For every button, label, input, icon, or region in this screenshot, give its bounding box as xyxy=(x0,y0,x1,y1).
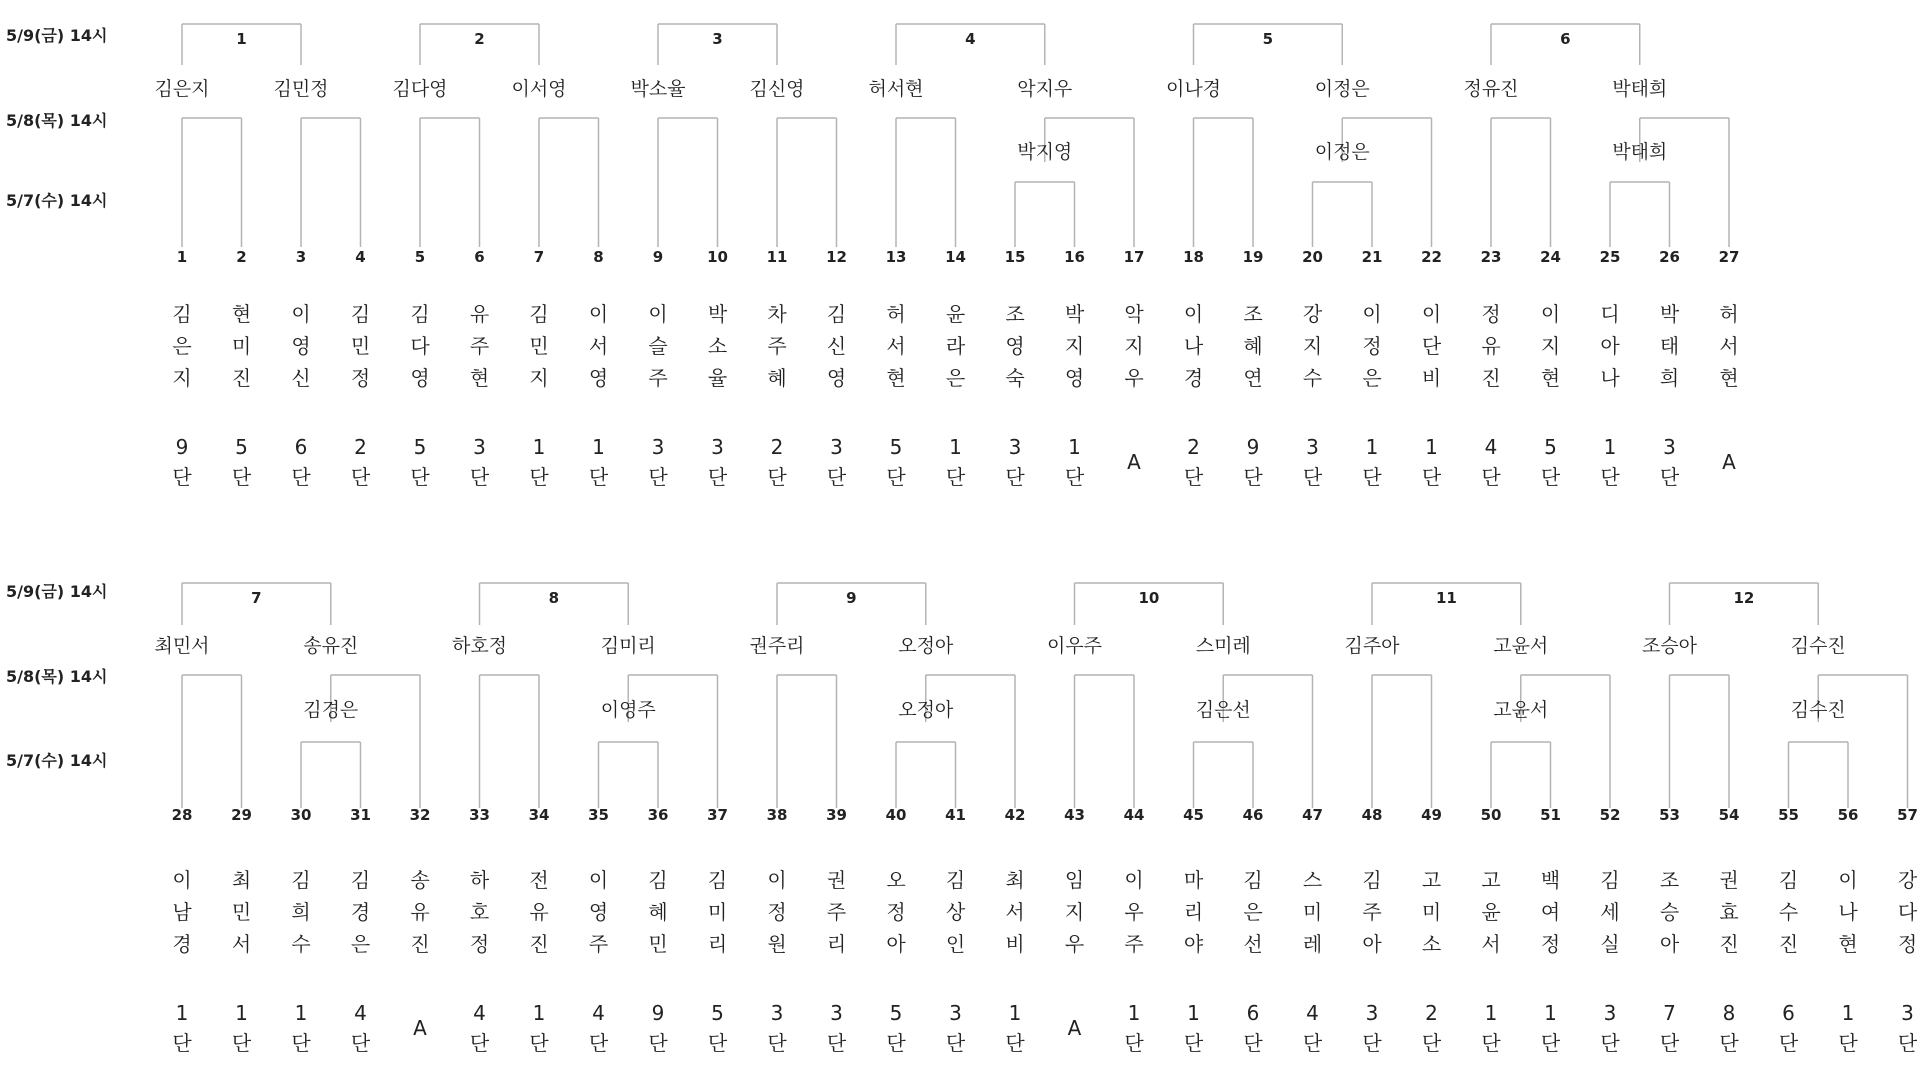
player-rank: 1 단 xyxy=(1362,435,1382,489)
player-rank: 1 단 xyxy=(1124,1001,1144,1055)
player-name: 임 지 우 xyxy=(1064,868,1085,956)
player-name: 김 주 아 xyxy=(1362,868,1382,956)
player-name: 이 우 주 xyxy=(1124,868,1144,956)
player-name: 전 유 진 xyxy=(529,868,549,956)
slot-number: 6 xyxy=(474,248,485,266)
player-rank: 3 단 xyxy=(707,435,728,489)
slot-number: 12 xyxy=(826,248,847,266)
slot-number: 35 xyxy=(588,806,609,824)
slot-number: 55 xyxy=(1778,806,1799,824)
player-name: 이 영 신 xyxy=(291,302,311,390)
qualifier-winner: 이영주 xyxy=(600,699,656,721)
match-left-player: 하호정 xyxy=(451,635,508,657)
match-number: 8 xyxy=(548,589,560,607)
slot-number: 17 xyxy=(1123,248,1145,266)
player-name: 윤 라 은 xyxy=(945,302,966,390)
qualifier-winner: 김수진 xyxy=(1790,699,1846,721)
slot-number: 52 xyxy=(1599,806,1621,824)
player-rank: A xyxy=(413,1016,427,1040)
match-left-player: 이나경 xyxy=(1165,78,1222,100)
player-rank: 4 단 xyxy=(350,1001,371,1055)
player-name: 김 다 영 xyxy=(410,302,430,390)
slot-number: 16 xyxy=(1064,248,1085,266)
player-rank: 5 단 xyxy=(410,435,430,489)
player-name: 백 여 정 xyxy=(1540,868,1561,956)
player-name: 박 지 영 xyxy=(1064,302,1085,390)
player-rank: 2 단 xyxy=(350,435,371,489)
player-rank: 5 단 xyxy=(231,435,252,489)
player-rank: 1 단 xyxy=(172,1001,192,1055)
slot-number: 31 xyxy=(350,806,371,824)
match-right-player: 김신영 xyxy=(749,78,805,100)
player-name: 김 경 은 xyxy=(350,868,371,956)
match-right-player: 이서영 xyxy=(511,78,567,100)
schedule-label: 5/9(금) 14시 xyxy=(6,582,108,601)
player-rank: 1 단 xyxy=(231,1001,252,1055)
player-rank: 1 단 xyxy=(1064,435,1085,489)
slot-number: 41 xyxy=(945,806,966,824)
match-right-player: 김수진 xyxy=(1790,635,1846,657)
player-rank: 3 단 xyxy=(1600,1001,1620,1055)
player-name: 조 영 숙 xyxy=(1005,302,1025,390)
slot-number: 40 xyxy=(885,806,907,824)
player-name: 최 서 비 xyxy=(1005,868,1025,956)
match-number: 11 xyxy=(1435,589,1457,607)
match-number: 10 xyxy=(1138,589,1160,607)
player-name: 김 수 진 xyxy=(1778,868,1799,956)
player-rank: 5 단 xyxy=(886,1001,906,1055)
player-rank: 3 단 xyxy=(826,1001,847,1055)
slot-number: 10 xyxy=(707,248,728,266)
player-name: 오 정 아 xyxy=(886,868,906,956)
match-right-player: 송유진 xyxy=(303,635,359,657)
player-name: 박 소 율 xyxy=(707,302,728,390)
match-right-player: 이정은 xyxy=(1314,78,1370,100)
player-name: 이 나 경 xyxy=(1183,302,1204,390)
player-rank: 2 단 xyxy=(1421,1001,1442,1055)
slot-number: 15 xyxy=(1004,248,1026,266)
slot-number: 20 xyxy=(1302,248,1323,266)
player-name: 이 지 현 xyxy=(1540,302,1561,390)
player-rank: 1 단 xyxy=(291,1001,311,1055)
slot-number: 23 xyxy=(1480,248,1502,266)
match-left-player: 조승아 xyxy=(1641,635,1698,657)
qualifier-winner: 이정은 xyxy=(1314,141,1370,163)
player-name: 이 남 경 xyxy=(172,868,192,956)
player-rank: 3 단 xyxy=(1005,435,1025,489)
slot-number: 38 xyxy=(766,806,788,824)
slot-number: 5 xyxy=(414,248,426,266)
slot-number: 34 xyxy=(528,806,550,824)
slot-number: 32 xyxy=(409,806,431,824)
player-name: 김 민 지 xyxy=(529,302,549,390)
slot-number: 45 xyxy=(1183,806,1204,824)
player-rank: 4 단 xyxy=(469,1001,490,1055)
slot-number: 14 xyxy=(945,248,966,266)
player-rank: 4 단 xyxy=(588,1001,609,1055)
match-left-player: 김주아 xyxy=(1344,635,1400,657)
player-name: 조 승 아 xyxy=(1659,868,1680,956)
slot-number: 7 xyxy=(533,248,545,266)
player-name: 고 윤 서 xyxy=(1481,868,1501,956)
player-name: 허 서 현 xyxy=(1719,302,1739,390)
match-number: 2 xyxy=(474,30,485,48)
slot-number: 39 xyxy=(826,806,847,824)
match-left-player: 박소율 xyxy=(630,78,686,100)
player-rank: 5 단 xyxy=(886,435,906,489)
player-rank: 1 단 xyxy=(529,1001,549,1055)
slot-number: 22 xyxy=(1421,248,1442,266)
slot-number: 26 xyxy=(1659,248,1680,266)
player-name: 이 슬 주 xyxy=(648,302,668,390)
player-rank: 2 단 xyxy=(767,435,787,489)
player-rank: 8 단 xyxy=(1719,1001,1739,1055)
player-rank: 1 단 xyxy=(1183,1001,1204,1055)
match-left-player: 김다영 xyxy=(392,78,448,100)
slot-number: 27 xyxy=(1718,248,1740,266)
player-name: 이 영 주 xyxy=(588,868,609,956)
player-rank: 1 단 xyxy=(1540,1001,1561,1055)
match-number: 5 xyxy=(1262,30,1274,48)
player-rank: A xyxy=(1722,450,1736,474)
slot-number: 30 xyxy=(290,806,312,824)
player-name: 김 세 실 xyxy=(1600,868,1620,956)
match-left-player: 김은지 xyxy=(154,78,210,100)
player-name: 김 민 정 xyxy=(350,302,371,390)
slot-number: 13 xyxy=(885,248,907,266)
player-name: 최 민 서 xyxy=(231,868,252,956)
slot-number: 56 xyxy=(1837,806,1859,824)
match-left-player: 정유진 xyxy=(1463,78,1519,100)
player-rank: 3 단 xyxy=(767,1001,787,1055)
slot-number: 36 xyxy=(647,806,669,824)
match-left-player: 최민서 xyxy=(154,635,210,657)
slot-number: 49 xyxy=(1421,806,1442,824)
player-name: 정 유 진 xyxy=(1481,302,1501,390)
match-right-player: 김미리 xyxy=(600,635,656,657)
player-rank: 9 단 xyxy=(172,435,192,489)
slot-number: 25 xyxy=(1599,248,1621,266)
player-rank: 9 단 xyxy=(648,1001,668,1055)
slot-number: 28 xyxy=(171,806,193,824)
player-rank: A xyxy=(1067,1016,1082,1040)
player-rank: 4 단 xyxy=(1302,1001,1323,1055)
slot-number: 21 xyxy=(1361,248,1383,266)
player-name: 김 희 수 xyxy=(291,868,311,956)
slot-number: 54 xyxy=(1718,806,1740,824)
player-rank: 1 단 xyxy=(945,435,966,489)
slot-number: 19 xyxy=(1242,248,1264,266)
match-right-player: 박태희 xyxy=(1612,78,1668,100)
player-name: 유 주 현 xyxy=(469,302,490,390)
slot-number: 57 xyxy=(1897,806,1918,824)
match-right-player: 스미레 xyxy=(1195,635,1251,657)
player-name: 현 미 진 xyxy=(231,302,252,390)
qualifier-winner: 박태희 xyxy=(1612,141,1668,163)
player-name: 김 미 리 xyxy=(707,868,728,956)
slot-number: 44 xyxy=(1123,806,1145,824)
player-name: 조 혜 연 xyxy=(1243,302,1263,390)
slot-number: 50 xyxy=(1480,806,1502,824)
qualifier-winner: 오정아 xyxy=(898,699,954,721)
player-name: 디 아 나 xyxy=(1600,302,1620,390)
player-name: 권 주 리 xyxy=(826,868,847,956)
player-name: 이 서 영 xyxy=(588,302,609,390)
slot-number: 9 xyxy=(652,248,664,266)
match-right-player: 오정아 xyxy=(898,635,954,657)
slot-number: 11 xyxy=(766,248,788,266)
player-name: 허 서 현 xyxy=(886,302,906,390)
slot-number: 18 xyxy=(1183,248,1204,266)
match-number: 6 xyxy=(1560,30,1571,48)
slot-number: 8 xyxy=(593,248,604,266)
player-name: 고 미 소 xyxy=(1421,868,1442,956)
player-name: 하 호 정 xyxy=(469,868,490,956)
match-number: 3 xyxy=(712,30,723,48)
player-name: 박 태 희 xyxy=(1659,302,1680,390)
player-name: 김 혜 민 xyxy=(648,868,668,956)
slot-number: 51 xyxy=(1540,806,1561,824)
player-rank: 6 단 xyxy=(1243,1001,1263,1055)
player-rank: 6 단 xyxy=(291,435,311,489)
schedule-label: 5/8(목) 14시 xyxy=(6,111,108,130)
match-left-player: 권주리 xyxy=(749,635,805,657)
player-rank: 3 단 xyxy=(1659,435,1680,489)
player-name: 이 정 은 xyxy=(1362,302,1382,390)
player-rank: 1 단 xyxy=(588,435,609,489)
player-rank: 3 단 xyxy=(469,435,490,489)
qualifier-winner: 고윤서 xyxy=(1493,699,1549,721)
slot-number: 2 xyxy=(236,248,247,266)
player-name: 스 미 레 xyxy=(1302,868,1323,956)
match-right-player: 악지우 xyxy=(1017,78,1073,100)
match-number: 7 xyxy=(251,589,262,607)
player-rank: 3 단 xyxy=(1302,435,1323,489)
slot-number: 33 xyxy=(469,806,490,824)
player-rank: 5 단 xyxy=(707,1001,728,1055)
slot-number: 29 xyxy=(231,806,252,824)
player-rank: 6 단 xyxy=(1778,1001,1799,1055)
player-rank: 3 단 xyxy=(1362,1001,1382,1055)
player-rank: 2 단 xyxy=(1183,435,1204,489)
player-rank: 3 단 xyxy=(826,435,847,489)
slot-number: 42 xyxy=(1004,806,1026,824)
schedule-label: 5/9(금) 14시 xyxy=(6,26,108,45)
slot-number: 4 xyxy=(355,248,366,266)
player-name: 이 정 원 xyxy=(767,868,787,956)
player-rank: 1 단 xyxy=(1421,435,1442,489)
player-rank: 7 단 xyxy=(1659,1001,1680,1055)
player-name: 김 상 인 xyxy=(945,868,966,956)
match-number: 9 xyxy=(846,589,857,607)
player-rank: 3 단 xyxy=(648,435,668,489)
player-name: 김 은 지 xyxy=(172,302,192,390)
slot-number: 43 xyxy=(1064,806,1085,824)
player-name: 이 나 현 xyxy=(1838,868,1858,956)
player-rank: 1 단 xyxy=(1600,435,1620,489)
slot-number: 48 xyxy=(1361,806,1383,824)
player-name: 강 다 정 xyxy=(1897,868,1918,956)
player-rank: 3 단 xyxy=(1897,1001,1918,1055)
player-name: 김 신 영 xyxy=(826,302,847,390)
slot-number: 1 xyxy=(176,248,188,266)
player-rank: 5 단 xyxy=(1540,435,1561,489)
player-name: 권 효 진 xyxy=(1719,868,1739,956)
match-left-player: 이우주 xyxy=(1046,635,1103,657)
player-rank: 1 단 xyxy=(1005,1001,1025,1055)
match-number: 12 xyxy=(1733,589,1755,607)
slot-number: 46 xyxy=(1242,806,1264,824)
player-name: 차 주 혜 xyxy=(767,302,787,390)
player-name: 마 리 야 xyxy=(1183,868,1204,956)
player-rank: 3 단 xyxy=(945,1001,966,1055)
match-right-player: 김민정 xyxy=(273,78,329,100)
player-name: 이 단 비 xyxy=(1421,302,1442,390)
qualifier-winner: 김은선 xyxy=(1195,699,1251,721)
player-name: 김 은 선 xyxy=(1243,868,1263,956)
player-rank: 1 단 xyxy=(529,435,549,489)
schedule-label: 5/7(수) 14시 xyxy=(6,191,108,210)
player-name: 악 지 우 xyxy=(1124,302,1144,390)
player-rank: 1 단 xyxy=(1481,1001,1501,1055)
player-rank: 9 단 xyxy=(1243,435,1263,489)
qualifier-winner: 김경은 xyxy=(303,699,359,721)
schedule-label: 5/8(목) 14시 xyxy=(6,667,108,686)
player-rank: A xyxy=(1127,450,1141,474)
player-rank: 1 단 xyxy=(1838,1001,1858,1055)
slot-number: 3 xyxy=(295,248,307,266)
player-name: 강 지 수 xyxy=(1302,302,1323,390)
player-name: 송 유 진 xyxy=(410,868,430,956)
slot-number: 53 xyxy=(1659,806,1680,824)
match-number: 1 xyxy=(236,30,247,48)
player-rank: 4 단 xyxy=(1481,435,1501,489)
match-right-player: 고윤서 xyxy=(1493,635,1549,657)
slot-number: 37 xyxy=(707,806,728,824)
qualifier-winner: 박지영 xyxy=(1017,141,1073,163)
match-number: 4 xyxy=(965,30,976,48)
schedule-label: 5/7(수) 14시 xyxy=(6,751,108,770)
slot-number: 24 xyxy=(1540,248,1561,266)
match-left-player: 허서현 xyxy=(868,78,924,100)
slot-number: 47 xyxy=(1302,806,1323,824)
